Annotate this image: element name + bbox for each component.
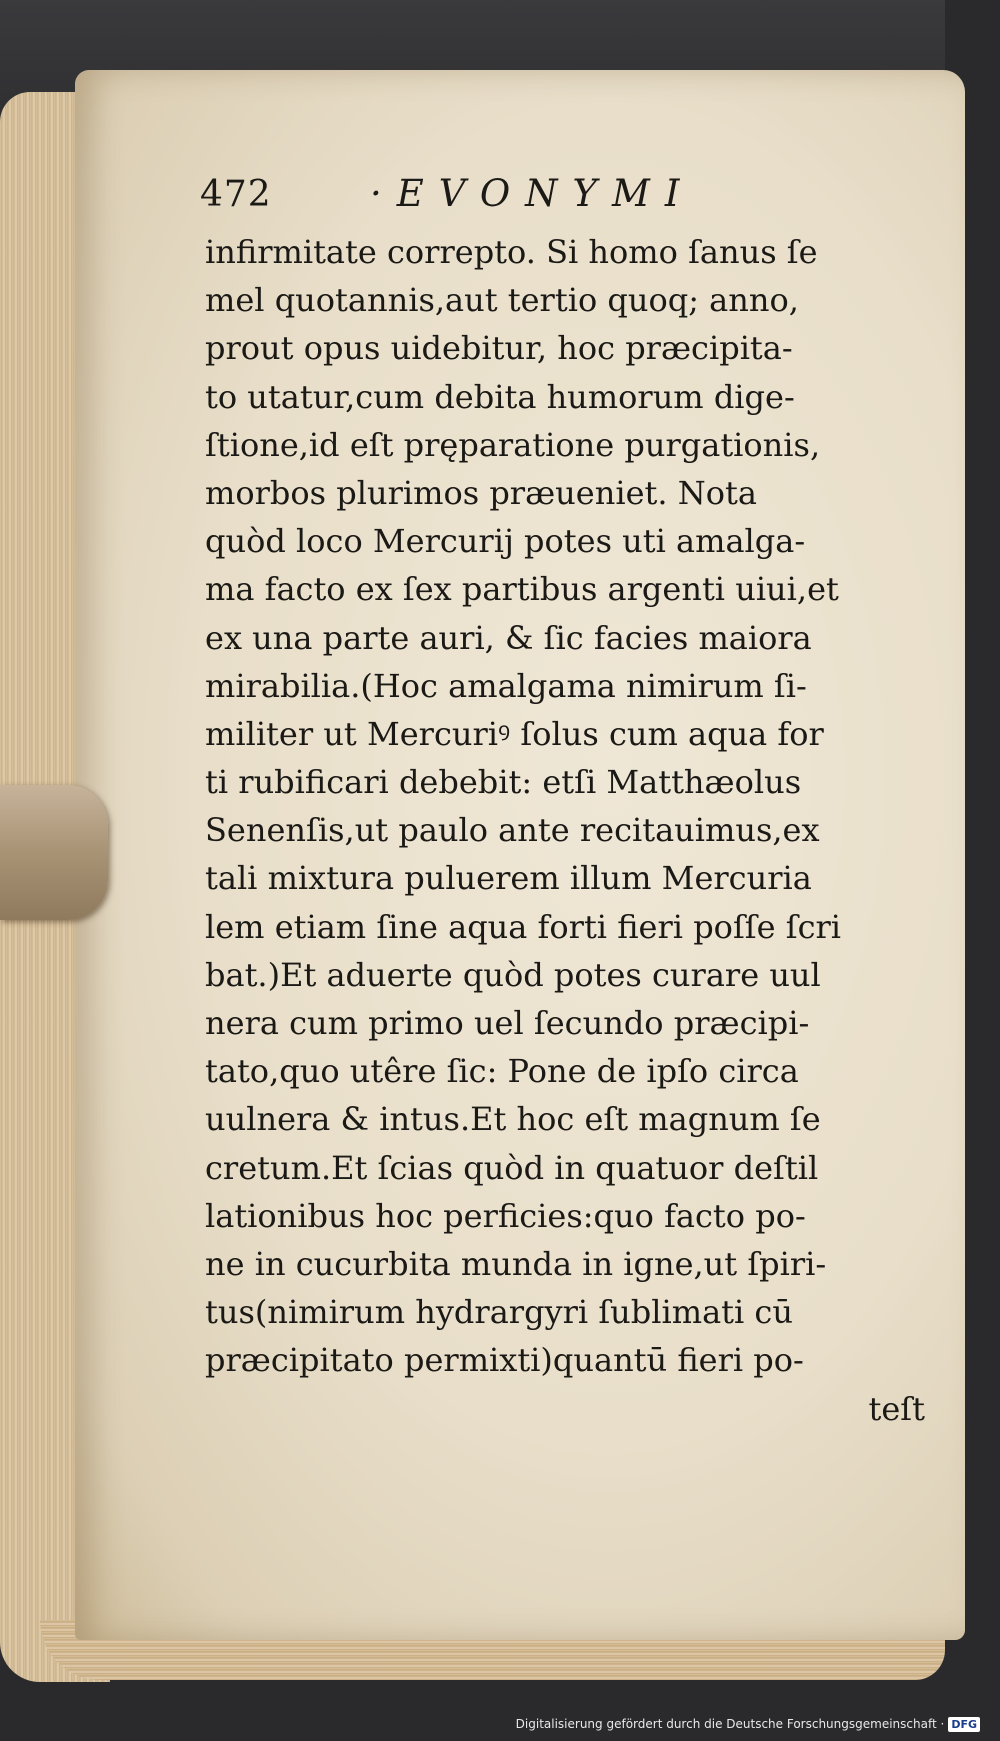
text-line: mirabilia.(Hoc amalgama nimirum ſi- <box>205 666 807 705</box>
text-line: Senenſis,ut paulo ante recitauimus,ex <box>205 811 820 850</box>
text-line: mel quotannis,aut tertio quoq; anno, <box>205 281 799 320</box>
text-line: ſtione,id eſt pręparatione purgationis, <box>205 425 821 464</box>
text-line: to utatur,cum debita humorum dige- <box>205 377 795 416</box>
body-text <box>205 228 925 1433</box>
bookmark-ribbon <box>0 785 108 920</box>
page-number: 472 <box>200 174 272 215</box>
page-header <box>200 170 920 228</box>
dfg-logo-icon: DFG <box>948 1717 980 1732</box>
running-head: ·EVONYMI <box>370 172 695 215</box>
text-line: infirmitate correpto. Si homo ſanus ſe <box>205 233 818 271</box>
text-line: morbos plurimos præueniet. Nota <box>205 473 757 512</box>
text-line: prout opus uidebitur, hoc præcipita- <box>205 329 793 368</box>
text-line: militer ut Mercuriꝰ ſolus cum aqua for <box>205 714 824 753</box>
text-line: lem etiam ſine aqua forti fieri poſſe ſcri <box>205 907 842 946</box>
catchword: teſt <box>868 1389 925 1428</box>
text-line: ti rubificari debebit: etſi Matthæolus <box>205 763 802 802</box>
text-line: tato,quo utêre ſic: Pone de ipſo circa <box>205 1052 799 1091</box>
text-line: tus(nimirum hydrargyri ſublimati cū <box>205 1293 793 1332</box>
text-line: nera cum primo uel ſecundo præcipi- <box>205 1004 810 1042</box>
text-line: ex una parte auri, & ſic facies maiora <box>205 618 812 657</box>
credit-text: Digitalisierung gefördert durch die Deutsche Forschungsgemeinschaft · <box>515 1717 945 1731</box>
text-line: lationibus hoc perficies:quo facto po- <box>205 1196 806 1235</box>
digitization-credit <box>516 1713 980 1735</box>
text-line: tali mixtura puluerem illum Mercuria <box>205 859 812 898</box>
text-line: quòd loco Mercurij potes uti amalga- <box>205 522 806 561</box>
text-line: uulnera & intus.Et hoc eſt magnum ſe <box>205 1100 821 1139</box>
text-line: ma facto ex ſex partibus argenti uiui,et <box>205 570 839 609</box>
text-line: præcipitato permixti)quantū fieri po- <box>205 1341 804 1380</box>
text-line: ne in cucurbita munda in igne,ut ſpiri- <box>205 1244 827 1283</box>
text-line: bat.)Et aduerte quòd potes curare uul <box>205 955 821 994</box>
text-line: cretum.Et ſcias quòd in quatuor deſtil <box>205 1148 819 1187</box>
